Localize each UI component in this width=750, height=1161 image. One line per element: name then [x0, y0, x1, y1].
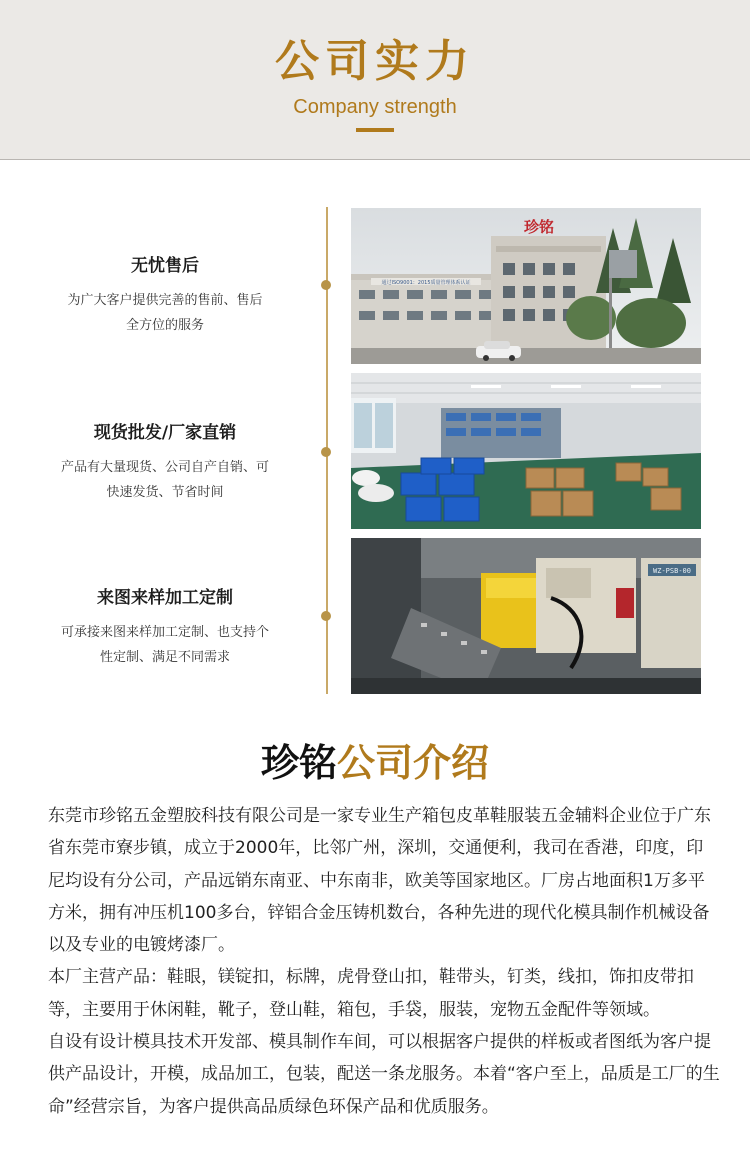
warehouse-photo — [351, 373, 701, 529]
title-underline — [356, 128, 394, 132]
feature-desc-line: 性定制、满足不同需求 — [99, 650, 230, 665]
feature-title: 现货批发/厂家直销 — [93, 423, 237, 443]
factory-building-photo — [351, 208, 701, 364]
intro-paragraph: 东莞市珍铭五金塑胶科技有限公司是一家专业生产箱包皮革鞋服装五金辅料企业位于广东省东莞市寮步镇，成立于2000年，比邻广州，深圳，交通便利，我司在香港，印度，印尼均设有分公司，产品远销东南亚、中东南非，欧美等国家地区。厂房占地面积1万多平方米，拥有冲压机100多台，锌铝合金压铸机数台，各种先进的现代化模具制作机械设备以及专业的电镀烤漆厂。 — [48, 806, 711, 956]
timeline-dot — [321, 447, 331, 457]
machine-label: WZ-PSB-00 — [653, 567, 691, 575]
machinery-photo — [351, 538, 701, 694]
section-header — [0, 0, 750, 160]
intro-paragraph: 本厂主营产品：鞋眼，镁锭扣，标牌，虎骨登山扣，鞋带头，钉类，线扣，饰扣皮带扣等，主要用于休闲鞋，靴子，登山鞋，箱包，手袋，服装，宠物五金配件等领域。 — [48, 967, 694, 1020]
building-sign: 珍铭 — [523, 218, 555, 236]
feature-desc-line: 全方位的服务 — [125, 318, 204, 333]
feature-title: 来图来样加工定制 — [97, 588, 233, 608]
intro-body — [48, 800, 720, 1123]
feature-after-sales — [40, 254, 290, 338]
feature-title: 无忧售后 — [131, 256, 199, 276]
feature-custom — [40, 586, 290, 670]
banner-text: 通过ISO9001：2015质量管理体系认证 — [381, 280, 471, 286]
intro-paragraph: 自设有设计模具技术开发部、模具制作车间，可以根据客户提供的样板或者图纸为客户提供产品设计，开模，成品加工，包装，配送一条龙服务。本着“客户至上，品质是工厂的生命”经营宗旨，为客户提供高品质绿色环保产品和优质服务。 — [48, 1032, 720, 1117]
feature-wholesale — [40, 421, 290, 505]
feature-desc-line: 为广大客户提供完善的售前、售后 — [67, 293, 263, 308]
intro-title — [0, 738, 750, 788]
feature-desc-line: 快速发货、节省时间 — [106, 485, 224, 500]
intro-title-main: 公司介绍 — [337, 741, 490, 785]
intro-title-brand: 珍铭 — [260, 741, 337, 785]
feature-desc-line: 产品有大量现货、公司自产自销、可 — [60, 460, 269, 475]
feature-desc-line: 可承接来图来样加工定制、也支持个 — [60, 625, 269, 640]
timeline-dot — [321, 280, 331, 290]
section-title: 公司实力 — [275, 36, 475, 87]
section-subtitle: Company strength — [293, 96, 457, 118]
timeline-dot — [321, 611, 331, 621]
